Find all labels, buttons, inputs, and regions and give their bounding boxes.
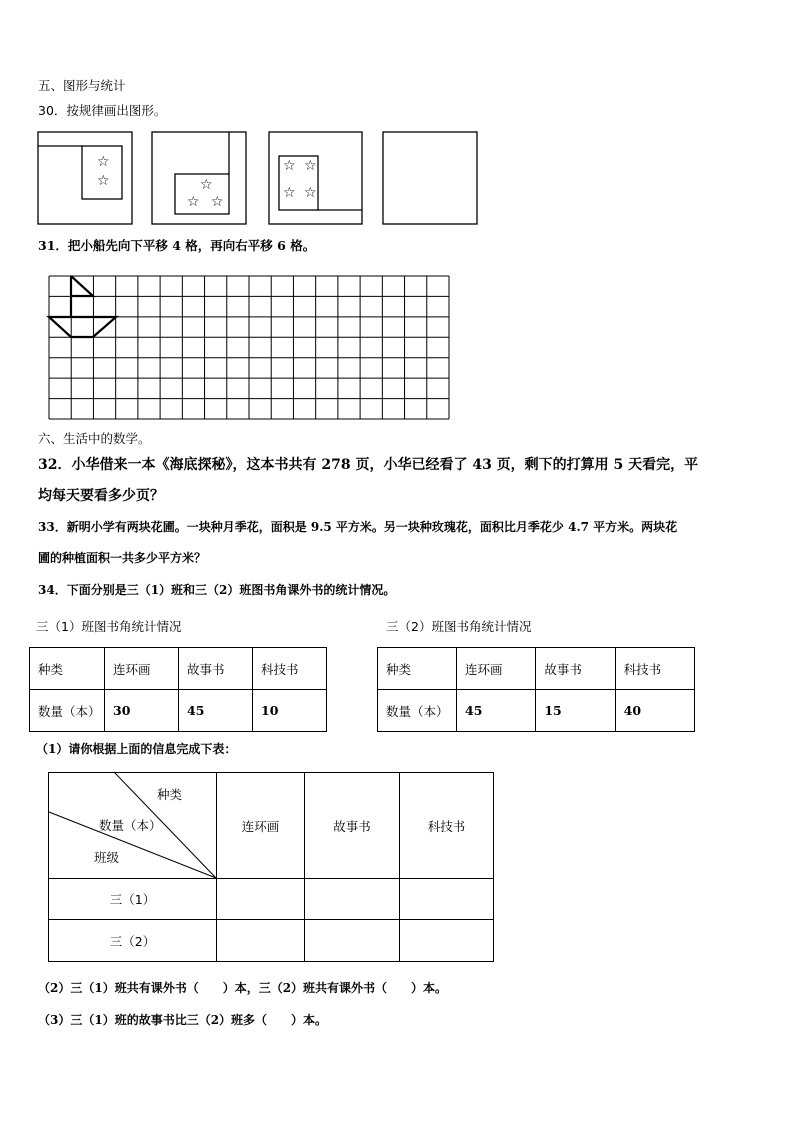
table-cell: 数量（本） [30, 690, 105, 732]
question-33-line-2: 圃的种植面积一共多少平方米？ [38, 551, 207, 565]
pattern-figure-1 [38, 132, 132, 224]
table-cell: 连环画 [105, 648, 179, 690]
table-row [49, 879, 494, 920]
table-row [30, 648, 327, 690]
class-2-stats-table [377, 647, 695, 732]
question-32-line-2: 均每天要看多少页？ [38, 488, 164, 504]
star-icon: ☆ [211, 194, 224, 210]
star-icon: ☆ [97, 154, 110, 170]
table-row [30, 690, 327, 732]
answer-cell[interactable] [217, 920, 305, 962]
table-1-title: 三（1）班图书角统计情况 [36, 619, 182, 634]
section-6-title: 六、生活中的数学。 [38, 431, 151, 446]
star-icon: ☆ [304, 185, 317, 201]
boat-shape [49, 276, 116, 337]
table-cell: 种类 [378, 648, 457, 690]
question-34: 34．下面分别是三（1）班和三（2）班图书角课外书的统计情况。 [38, 583, 396, 597]
table-header-cell: 连环画 [217, 773, 305, 879]
section-5-title: 五、图形与统计 [38, 78, 126, 93]
row-label: 三（2） [49, 920, 217, 962]
table-cell: 30 [105, 690, 179, 732]
pattern-figure-3 [269, 132, 362, 224]
table-cell: 10 [253, 690, 327, 732]
table-cell: 数量（本） [378, 690, 457, 732]
star-icon: ☆ [304, 158, 317, 174]
star-icon: ☆ [187, 194, 200, 210]
table-cell: 连环画 [457, 648, 536, 690]
class-1-stats-table [29, 647, 327, 732]
table-row [378, 690, 695, 732]
sub-question-1: （1）请你根据上面的信息完成下表： [36, 742, 237, 756]
sub-question-2: （2）三（1）班共有课外书（ ）本，三（2）班共有课外书（ ）本。 [38, 981, 448, 995]
sub-question-3: （3）三（1）班的故事书比三（2）班多（ ）本。 [38, 1013, 328, 1027]
question-30: 30．按规律画出图形。 [38, 103, 167, 118]
table-header-cell: 故事书 [305, 773, 400, 879]
table-row [49, 920, 494, 962]
corner-class-label: 班级 [94, 850, 120, 865]
table-2-title: 三（2）班图书角统计情况 [386, 619, 532, 634]
corner-quantity-label: 数量（本） [99, 818, 162, 833]
table-cell: 故事书 [536, 648, 615, 690]
translation-grid [49, 276, 449, 419]
table-cell: 科技书 [615, 648, 694, 690]
star-icon: ☆ [283, 185, 296, 201]
answer-cell[interactable] [305, 879, 400, 920]
question-32-line-1: 32．小华借来一本《海底探秘》，这本书共有 278 页，小华已经看了 43 页，剩下的打算用 5 天看完，平 [38, 457, 699, 473]
table-cell: 15 [536, 690, 615, 732]
row-label: 三（1） [49, 879, 217, 920]
corner-kind-label: 种类 [157, 787, 183, 802]
pattern-figure-answer-box[interactable] [383, 132, 477, 224]
star-icon: ☆ [200, 177, 213, 193]
table-row [49, 773, 494, 879]
answer-cell[interactable] [305, 920, 400, 962]
pattern-figure-2 [152, 132, 246, 224]
table-cell: 种类 [30, 648, 105, 690]
summary-table [48, 772, 494, 962]
table-row [378, 648, 695, 690]
table-cell: 科技书 [253, 648, 327, 690]
table-cell: 40 [615, 690, 694, 732]
answer-cell[interactable] [400, 879, 494, 920]
table-cell: 故事书 [179, 648, 253, 690]
star-icon: ☆ [97, 173, 110, 189]
answer-cell[interactable] [400, 920, 494, 962]
question-31: 31．把小船先向下平移 4 格，再向右平移 6 格。 [38, 238, 316, 253]
table-header-cell: 科技书 [400, 773, 494, 879]
corner-cell [49, 773, 217, 879]
star-icon: ☆ [283, 158, 296, 174]
table-cell: 45 [457, 690, 536, 732]
table-cell: 45 [179, 690, 253, 732]
question-33-line-1: 33．新明小学有两块花圃。一块种月季花，面积是 9.5 平方米。另一块种玫瑰花，面积比月季花少 4.7 平方米。两块花 [38, 520, 678, 534]
answer-cell[interactable] [217, 879, 305, 920]
